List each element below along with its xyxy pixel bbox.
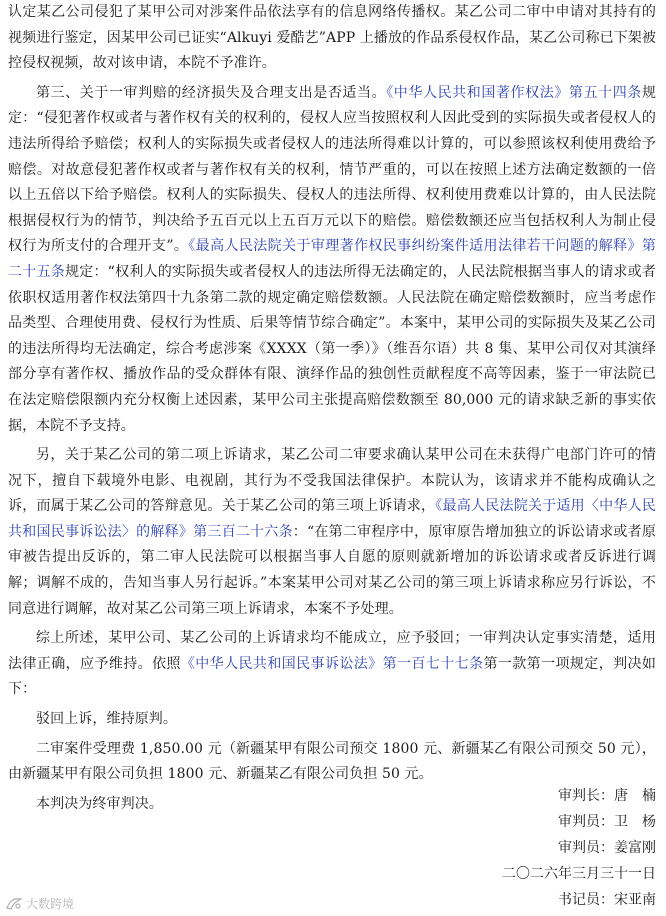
paragraph-6-text: 二审案件受理费 1,850.00 元（新疆某甲有限公司预交 1800 元、新疆某乙有限公司预交 50 元），由新疆某甲有限公司负担 1800 元、新疆某乙有限公司负担 50 元。 — [8, 740, 656, 783]
judge-2: 审判员：姜富刚 — [558, 840, 656, 856]
court-clerk: 书记员：宋亚南 — [558, 892, 656, 908]
paragraph-5-text: 驳回上诉，维持原判。 — [36, 711, 177, 728]
law-link-copyright-interpretation-art25[interactable]: 《最高人民法院关于审理著作权民事纠纷案件适用法律若干问题的解释》第二十五条 — [8, 238, 656, 280]
paragraph-6 — [8, 737, 656, 788]
paragraph-5 — [8, 707, 656, 733]
law-link-civil-procedure-interpretation-art326[interactable]: 《最高人民法院关于适用〈中华人民共和国民事诉讼法〉的解释》第三百二十六条 — [8, 498, 656, 540]
paragraph-3 — [8, 443, 656, 622]
paragraph-3-text-b: ：“在第二审程序中，原审原告增加独立的诉讼请求或者原审被告提出反诉的，第二审人民法院可以根据当事人自愿的原则就新增加的诉讼请求或者反诉进行调解；调解不成的，告知当事人另行起诉。”本案某甲公司对某乙公司的第三项上诉请求称应另行诉讼，不同意进行调解，故对某乙公司第三项上诉请求，本案不予处理。 — [8, 523, 657, 617]
law-link-copyright-law-art54[interactable]: 《中华人民共和国著作权法》第五十四条 — [386, 84, 642, 101]
paragraph-1 — [8, 0, 656, 77]
judge-1: 审判员：卫 杨 — [558, 814, 656, 830]
paragraph-2 — [8, 81, 656, 439]
watermark-text: 大数跨境 — [26, 897, 75, 911]
paragraph-4 — [8, 626, 656, 703]
paragraph-2-text-c: 规定：“权利人的实际损失或者侵权人的违法所得无法确定的，人民法院根据当事人的请求或者依职权适用著作权法第四十九条第二款的规定确定赔偿数额。人民法院在确定赔偿数额时，应当考虑作品类型、合理使用费、侵权行为性质、后果等情节综合确定”。本案中，某甲公司的实际损失及某乙公司的违法所得均无法确定，综合考虑涉案《XXXX（第一季）》（维吾尔语）共 8 集、某甲公司仅对其演绎部分享有著作权、播放作品的受众群体有限、演绎作品的独创性贡献程度不高等因素，鉴于一审法院已在法定赔偿限额内充分权衡上述因素，某甲公司主张提高赔偿数额至 80,000 元的请求缺乏新的事实依据，本院不予支持。 — [8, 263, 657, 434]
paragraph-2-text-b: 规定：“侵犯著作权或者与著作权有关的权利的，侵权人应当按照权利人因此受到的实际损失或者侵权人的违法所得给予赔偿；权利人的实际损失或者侵权人的违法所得难以计算的，可以参照该权利使用费给予赔偿。对故意侵犯著作权或者与著作权有关的权利，情节严重的，可以在按照上述方法确定数额的一倍以上五倍以下给予赔偿。权利人的实际损失、侵权人的违法所得、权利使用费难以计算的，由人民法院根据侵权行为的情节，判决给予五百元以上五百万元以下的赔偿。赔偿数额还应当包括权利人为制止侵权行为所支付的合理开支”。 — [8, 84, 656, 255]
paragraph-3-text-a: 另，关于某乙公司的第二项上诉请求，某乙公司二审要求确认某甲公司在未获得广电部门许可的情况下，擅自下载境外电影、电视剧，其行为不受我国法律保护。本院认为，该请求并不能构成确认之诉，而属于某乙公司的答辩意见。关于某乙公司的第三项上诉请求， — [8, 447, 656, 515]
paragraph-7-text: 本判决为终审判决。 — [36, 795, 163, 812]
paragraph-2-text-a: 第三、关于一审判赔的经济损失及合理支出是否适当。 — [36, 84, 387, 101]
paragraph-1-text: 认定某乙公司侵犯了某甲公司对涉案件品依法享有的信息网络传播权。某乙公司二审中申请对其持有的视频进行鉴定，因某甲公司已证实“Alkuyi 爱酷艺”APP 上播放的作品系侵权作品，某乙公司称已下架被控侵权视频，故对该申请，本院不予准许。 — [8, 4, 656, 72]
watermark — [6, 895, 74, 912]
paragraph-4-text-b: 第一款第一项规定，判决如下： — [8, 655, 657, 698]
presiding-judge: 审判长：唐 楠 — [558, 788, 656, 804]
paragraph-4-text-a: 综上所述，某甲公司、某乙公司的上诉请求均不能成立，应予驳回；一审判决认定事实清楚，适用法律正确，应予维持。依照 — [8, 630, 656, 672]
law-link-civil-procedure-law-art177[interactable]: 《中华人民共和国民事诉讼法》第一百七十七条 — [180, 655, 484, 672]
judgment-date: 二〇二六年三月三十一日 — [502, 866, 656, 882]
watermark-logo-icon — [6, 897, 22, 911]
